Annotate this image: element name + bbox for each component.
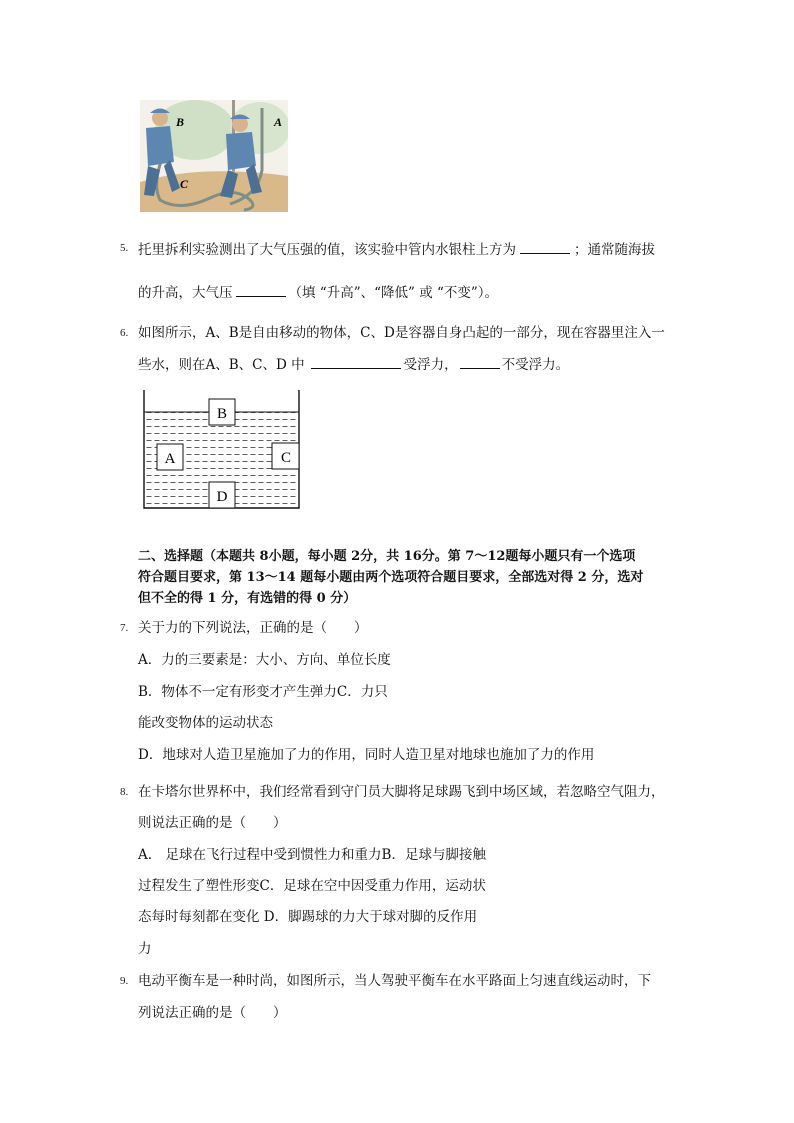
label-d: D: [216, 489, 228, 505]
q5-text-a: 托里拆利实验测出了大气压强的值，该实验中管内水银柱上方为: [138, 242, 516, 258]
q9-stem-1: 电动平衡车是一种时尚，如图所示，当人驾驶平衡车在水平路面上匀速直线运动时，下: [138, 973, 651, 989]
q9-stem-2: 列说法正确的是（ ）: [138, 1005, 287, 1021]
q9-number: 9.: [120, 975, 129, 987]
q6-number: 6.: [120, 327, 129, 339]
q6-blank-2: [460, 354, 500, 369]
experiment-illustration: [140, 100, 288, 212]
q7-option-bc: B．物体不一定有形变才产生弹力C．力只: [138, 684, 388, 700]
q7-option-d: D．地球对人造卫星施加了力的作用，同时人造卫星对地球也施加了力的作用: [138, 747, 595, 763]
figure-label-b: B: [176, 115, 185, 129]
section2-line3: 但不全的得 1 分，有选错的得 0 分）: [138, 591, 357, 606]
section2-line2: 符合题目要求，第 13～14 题每小题由两个选项符合题目要求，全部选对得 2 分，选对: [138, 570, 644, 585]
q5-text-c: 的升高，大气压: [138, 285, 233, 301]
q6-line1: 如图所示，A、B是自由移动的物体，C、D是容器自身凸起的一部分，现在容器里注入一: [138, 325, 665, 341]
q7-option-c-cont: 能改变物体的运动状态: [138, 715, 273, 731]
q7-option-a: A．力的三要素是：大小、方向、单位长度: [138, 652, 391, 668]
q8-options-3: 态每时每刻都在变化 D．脚踢球的力大于球对脚的反作用: [138, 909, 478, 925]
q5-text-b: ；通常随海拔: [574, 242, 655, 258]
q8-options-2: 过程发生了塑性形变C．足球在空中因受重力作用，运动状: [138, 878, 486, 894]
section2-line1: 二、选择题（本题共 8小题，每小题 2分，共 16分。第 7～12题每小题只有一个选项: [138, 549, 636, 564]
container-figure: [138, 388, 306, 514]
q5-blank-1: [520, 239, 570, 254]
q8-stem-2: 则说法正确的是（ ）: [138, 815, 287, 831]
q6-text-b: 受浮力，: [403, 357, 458, 373]
q6-text-a: 些水，则在A、B、C、D 中: [138, 357, 305, 373]
label-a: A: [164, 451, 176, 467]
figure-label-c: C: [180, 177, 189, 191]
q7-number: 7.: [120, 622, 129, 634]
q5-blank-2: [236, 282, 286, 297]
q5-number: 5.: [120, 242, 129, 254]
q5-line2: [138, 282, 498, 302]
label-b: B: [216, 406, 228, 422]
q8-options-4: 力: [138, 941, 152, 957]
q6-blank-1: [311, 354, 401, 369]
q8-options-1: A. 足球在飞行过程中受到惯性力和重力B．足球与脚接触: [138, 847, 486, 863]
figure-label-a: A: [274, 115, 283, 129]
q5-text-d: （填 “升高”、“降低” 或 “不变”）。: [288, 285, 499, 301]
q6-text-c: 不受浮力。: [501, 357, 570, 373]
q8-number: 8.: [120, 786, 129, 798]
q7-stem: 关于力的下列说法，正确的是（ ）: [138, 620, 368, 636]
q5-line1: [138, 239, 655, 259]
label-c: C: [280, 450, 292, 466]
q8-stem-1: 在卡塔尔世界杯中，我们经常看到守门员大脚将足球踢飞到中场区域，若忽略空气阻力，: [138, 784, 665, 800]
q6-line2: [138, 354, 569, 374]
